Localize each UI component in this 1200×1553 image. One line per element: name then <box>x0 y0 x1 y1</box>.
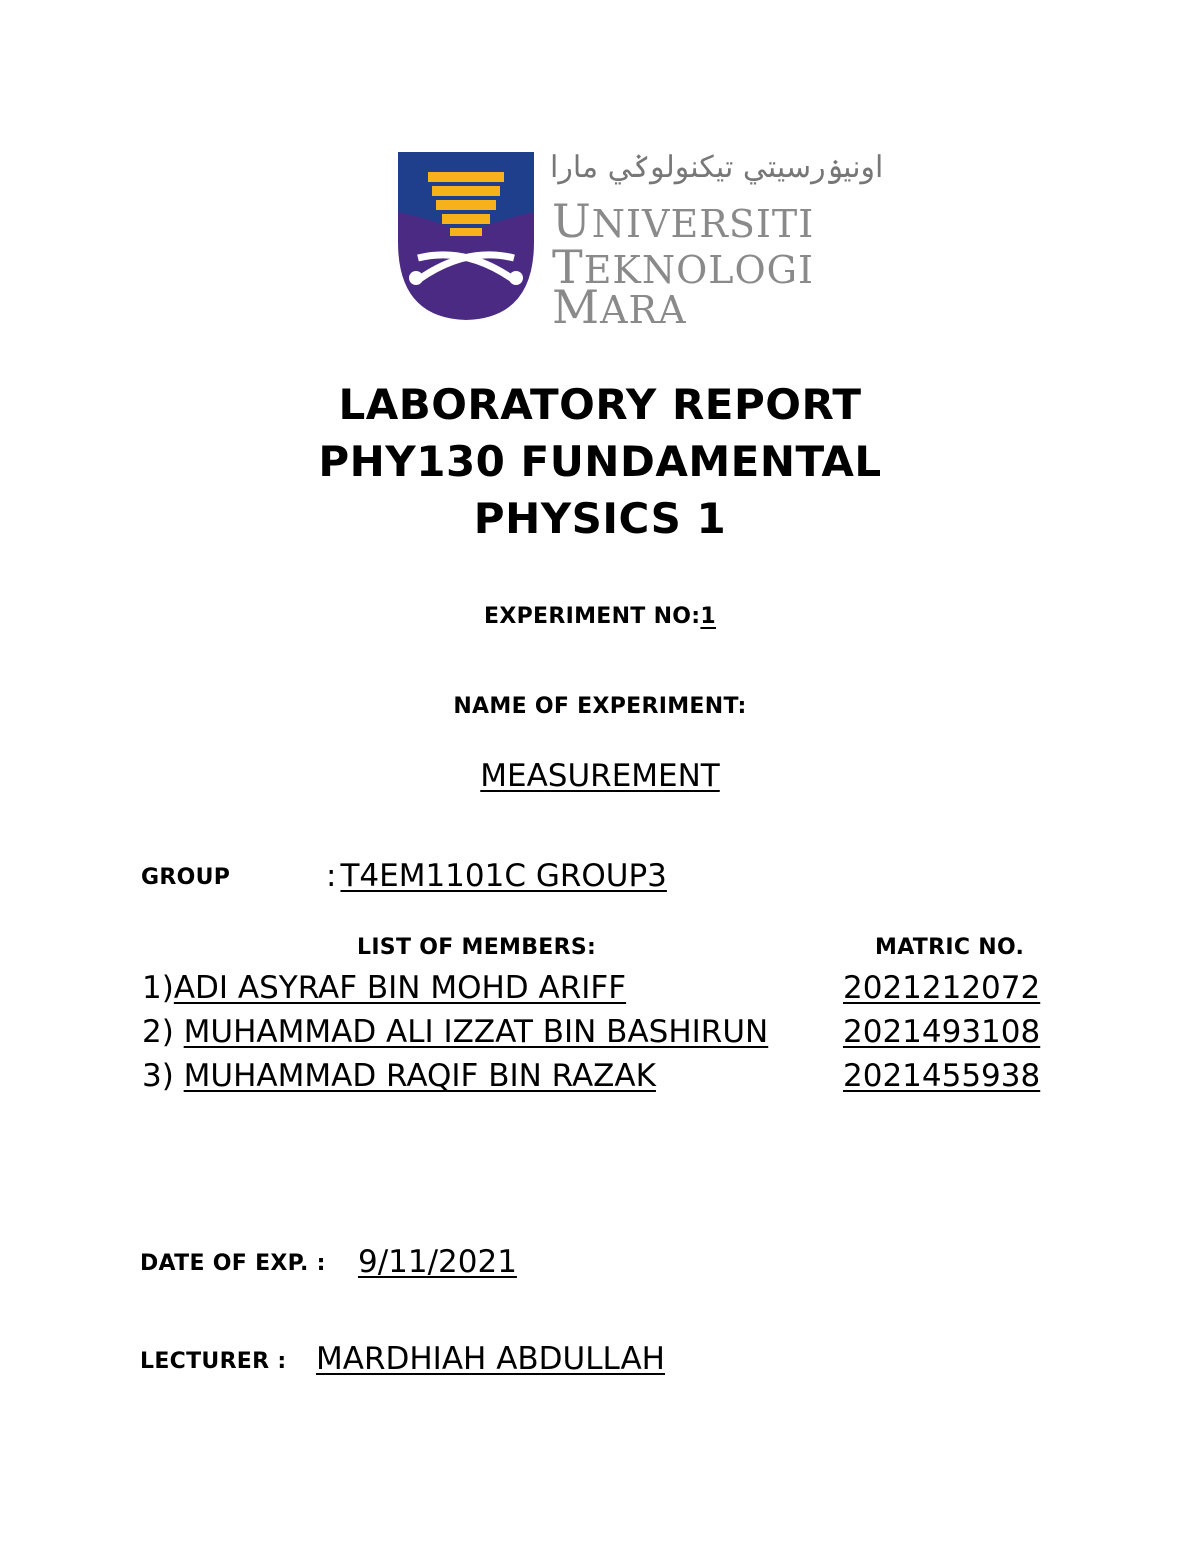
logo-line-universiti: UNIVERSITI <box>552 194 815 248</box>
member-matric: 2021455938 <box>843 1058 1041 1094</box>
experiment-name <box>0 758 1200 794</box>
group-colon: : <box>326 858 337 894</box>
member-name: MUHAMMAD RAQIF BIN RAZAK <box>183 1058 656 1094</box>
experiment-name-label: NAME OF EXPERIMENT: <box>453 694 747 719</box>
group-label: GROUP <box>141 865 231 890</box>
experiment-no-label: EXPERIMENT NO: <box>484 604 701 629</box>
experiment-name-value: MEASUREMENT <box>480 758 720 794</box>
group-value: T4EM1101C GROUP3 <box>340 858 667 894</box>
member-row <box>142 1014 768 1050</box>
member-name: ADI ASYRAF BIN MOHD ARIFF <box>173 970 627 1006</box>
list-of-members-header: LIST OF MEMBERS: <box>357 935 597 960</box>
report-title-line-3: PHYSICS 1 <box>473 494 727 543</box>
date-value: 9/11/2021 <box>358 1244 517 1280</box>
report-title-line-1: LABORATORY REPORT <box>338 380 862 429</box>
member-index: 2) <box>142 1014 184 1050</box>
logo-jawi-text: اونيۏرسيتي تيكنولوݢي مارا <box>550 150 884 185</box>
lecturer-label: LECTURER : <box>140 1349 287 1374</box>
experiment-no <box>0 604 1200 629</box>
group-row <box>326 858 667 894</box>
university-logo <box>396 150 884 334</box>
report-title-line-2: PHY130 FUNDAMENTAL <box>318 437 882 486</box>
member-name: MUHAMMAD ALI IZZAT BIN BASHIRUN <box>183 1014 769 1050</box>
logo-line-mara: MARA <box>552 280 687 334</box>
member-index: 3) <box>142 1058 184 1094</box>
member-matric: 2021212072 <box>843 970 1041 1006</box>
logo-line-teknologi: TEKNOLOGI <box>552 240 814 294</box>
date-label: DATE OF EXP. : <box>140 1251 326 1276</box>
member-matric: 2021493108 <box>843 1014 1041 1050</box>
member-row <box>142 1058 656 1094</box>
member-index: 1) <box>142 970 174 1006</box>
member-row <box>142 970 626 1006</box>
crest-icon <box>396 150 536 322</box>
experiment-no-value: 1 <box>700 604 716 629</box>
lecturer-value: MARDHIAH ABDULLAH <box>316 1341 665 1377</box>
matric-no-header: MATRIC NO. <box>875 935 1025 960</box>
